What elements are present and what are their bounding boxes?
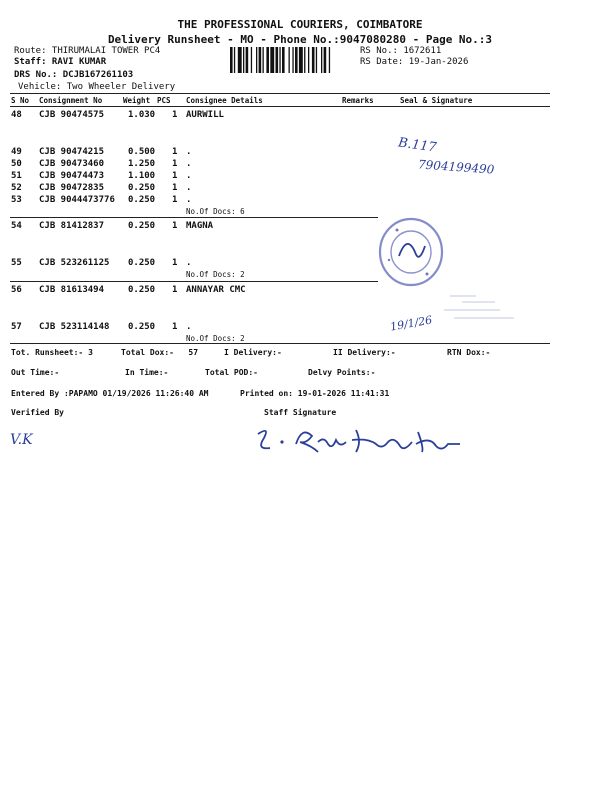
out-time: Out Time:- [11, 368, 60, 377]
docs-count: No.Of Docs: 2 [186, 270, 245, 279]
row-sno: 54 [11, 221, 22, 231]
route-label: Route: THIRUMALAI TOWER PC4 [14, 46, 161, 56]
rs-date: RS Date: 19-Jan-2026 [360, 57, 469, 67]
total-pod: Total POD:- [205, 368, 258, 377]
row-consignee: ANNAYAR CMC [186, 285, 246, 295]
row-weight: 0.250 [128, 221, 156, 231]
row-sno: 56 [11, 285, 22, 295]
in-time: In Time:- [125, 368, 169, 377]
row-consignment: CJB 90474215 [39, 147, 105, 157]
row-consignee: MAGNA [186, 221, 214, 231]
row-pcs: 1 [172, 147, 178, 157]
row-weight: 1.250 [128, 159, 156, 169]
row-consignee: . [186, 258, 192, 268]
row-consignment: CJB 9044473776 [39, 195, 115, 205]
delvy-points: Delvy Points:- [308, 368, 376, 377]
staff-label: Staff: RAVI KUMAR [14, 57, 107, 67]
row-sno: 51 [11, 171, 22, 181]
row-consignment: CJB 523114148 [39, 322, 110, 332]
row-pcs: 1 [172, 159, 178, 169]
total-runsheet: Tot. Runsheet:- 3 [11, 348, 93, 357]
row-weight: 1.100 [128, 171, 156, 181]
row-sno: 49 [11, 147, 22, 157]
row-pcs: 1 [172, 195, 178, 205]
row-consignment: CJB 90474473 [39, 171, 105, 181]
row-weight: 0.250 [128, 322, 156, 332]
handwritten-date: 19/1/26 [389, 313, 434, 334]
company-stamp [377, 216, 445, 288]
row-sno: 53 [11, 195, 22, 205]
row-consignment: CJB 523261125 [39, 258, 110, 268]
row-weight: 0.250 [128, 285, 156, 295]
row-consignment: CJB 90472835 [39, 183, 105, 193]
row-consignee: . [186, 159, 192, 169]
row-pcs: 1 [172, 258, 178, 268]
printed-on: Printed on: 19-01-2026 11:41:31 [240, 389, 390, 398]
row-consignment: CJB 81412837 [39, 221, 105, 231]
verifier-initials: V.K [10, 432, 33, 448]
handwritten-note-code: B.117 [397, 135, 438, 156]
row-pcs: 1 [172, 285, 178, 295]
row-consignment: CJB 90473460 [39, 159, 105, 169]
row-consignee: . [186, 171, 192, 181]
row-sno: 50 [11, 159, 22, 169]
staff-signature-scribble [252, 422, 467, 460]
vehicle-label: Vehicle: Two Wheeler Delivery [18, 82, 176, 92]
ii-delivery: II Delivery:- [333, 348, 396, 357]
col-consignee: Consignee Details [186, 96, 263, 105]
header-rule-top [10, 93, 550, 94]
col-remarks: Remarks [342, 96, 374, 105]
row-consignee: . [186, 147, 192, 157]
col-pcs: PCS [157, 96, 171, 105]
row-consignment: CJB 90474575 [39, 110, 105, 120]
row-pcs: 1 [172, 322, 178, 332]
row-consignee: . [186, 322, 192, 332]
header-rule-bottom [10, 106, 550, 107]
total-dox: Total Dox:- 57 [121, 348, 199, 357]
row-pcs: 1 [172, 221, 178, 231]
row-pcs: 1 [172, 171, 178, 181]
row-weight: 0.500 [128, 147, 156, 157]
group-divider [10, 217, 378, 218]
row-sno: 55 [11, 258, 22, 268]
docs-count: No.Of Docs: 2 [186, 334, 245, 343]
drs-number: DRS No.: DCJB167261103 [14, 70, 134, 80]
faded-stamp-marks [440, 290, 525, 330]
table-bottom-rule [10, 343, 550, 344]
row-pcs: 1 [172, 110, 178, 120]
entered-by: Entered By :PAPAMO 01/19/2026 11:26:40 AM [11, 389, 209, 398]
staff-signature-label: Staff Signature [264, 408, 337, 417]
company-title: THE PROFESSIONAL COURIERS, COIMBATORE [177, 18, 423, 31]
row-weight: 1.030 [128, 110, 156, 120]
row-consignee: AURWILL [186, 110, 224, 120]
col-weight: Weight [123, 96, 151, 105]
col-consignment: Consignment No [39, 96, 103, 105]
row-weight: 0.250 [128, 258, 156, 268]
docs-count: No.Of Docs: 6 [186, 207, 245, 216]
runsheet-subtitle: Delivery Runsheet - MO - Phone No.:9047080280 - Page No.:3 [107, 33, 493, 46]
row-consignee: . [186, 183, 192, 193]
row-sno: 57 [11, 322, 22, 332]
row-sno: 48 [11, 110, 22, 120]
group-divider [10, 281, 378, 282]
barcode [230, 47, 358, 73]
rtn-dox: RTN Dox:- [447, 348, 491, 357]
handwritten-phone: 7904199490 [417, 157, 495, 177]
row-weight: 0.250 [128, 195, 156, 205]
row-weight: 0.250 [128, 183, 156, 193]
rs-number: RS No.: 1672611 [360, 46, 442, 56]
row-pcs: 1 [172, 183, 178, 193]
row-consignment: CJB 81613494 [39, 285, 105, 295]
i-delivery: I Delivery:- [224, 348, 282, 357]
row-sno: 52 [11, 183, 22, 193]
row-consignee: . [186, 195, 192, 205]
col-sno: S No [11, 96, 30, 105]
col-seal-signature: Seal & Signature [400, 96, 473, 105]
verified-by-label: Verified By [11, 408, 64, 417]
